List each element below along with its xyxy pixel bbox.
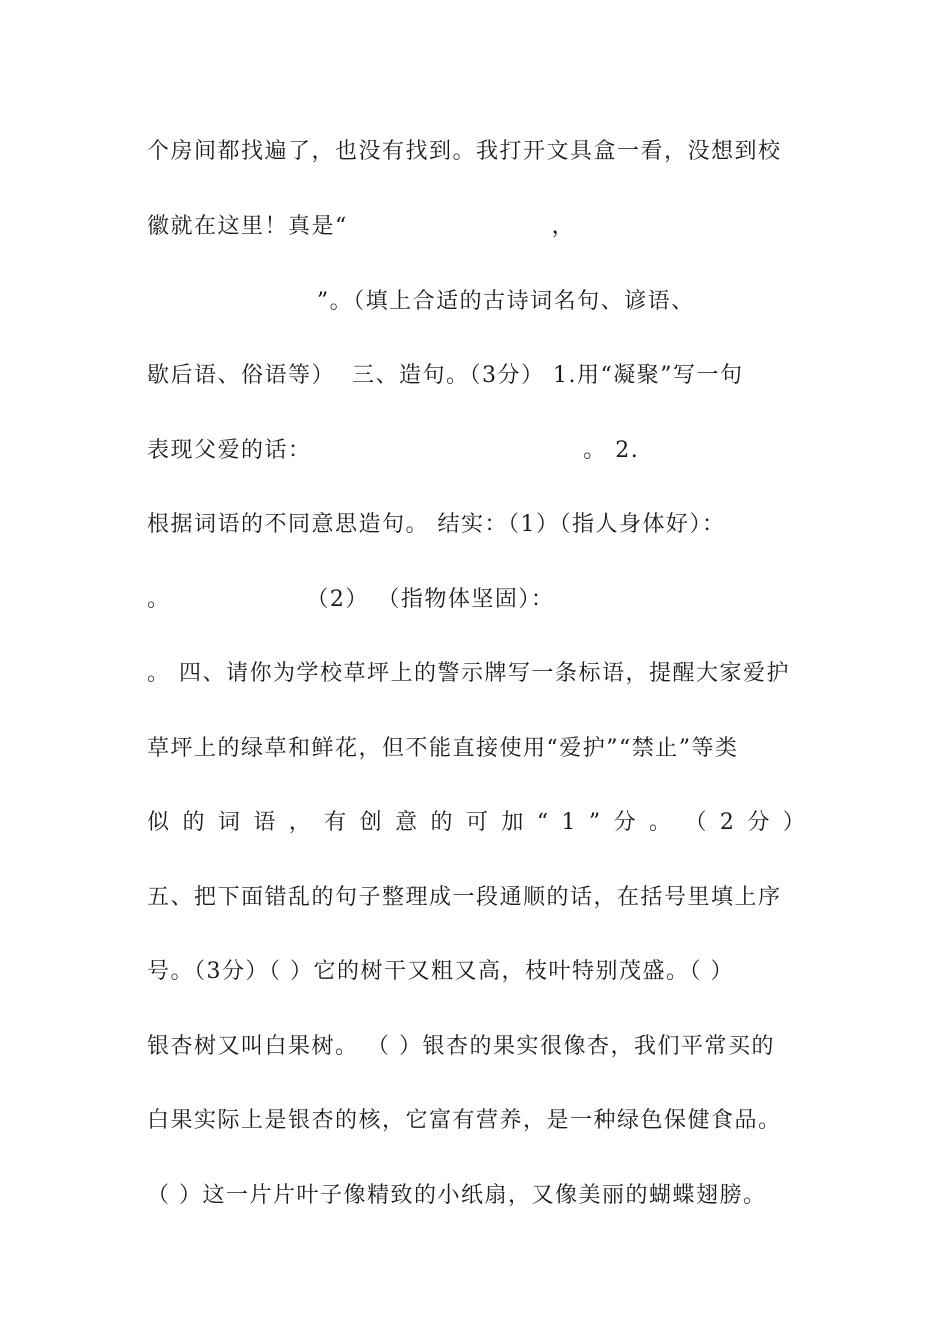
text-char: ， bbox=[288, 810, 311, 835]
text-char: 词 bbox=[217, 810, 240, 835]
text-line: 。 （2） （指物体坚固）： bbox=[147, 587, 555, 612]
text-char: 的 bbox=[182, 810, 205, 835]
text-line: ”。（填上合适的古诗词名句、谚语、 bbox=[147, 289, 695, 314]
text-char: ” bbox=[588, 810, 601, 835]
text-char: 2 bbox=[719, 810, 734, 835]
text-line: 。 四、请你为学校草坪上的警示牌写一条标语，提醒大家爱护 bbox=[147, 661, 790, 686]
text-char: 1 bbox=[561, 810, 576, 835]
text-char: 似 bbox=[147, 810, 170, 835]
text-line: 草坪上的绿草和鲜花，但不能直接使用“爱护”“禁止”等类 bbox=[147, 736, 739, 761]
text-line: 根据词语的不同意思造句。 结实：（1）（指人身体好）： bbox=[147, 512, 726, 537]
text-char: 意 bbox=[395, 810, 418, 835]
text-line: 徽就在这里！真是“ ， bbox=[147, 214, 576, 239]
text-char: 可 bbox=[465, 810, 488, 835]
text-char: （ bbox=[684, 810, 707, 835]
text-char: 加 bbox=[501, 810, 524, 835]
text-char: 的 bbox=[430, 810, 453, 835]
text-char: 创 bbox=[359, 810, 382, 835]
text-line: 银杏树又叫白果树。 （ ）银杏的果实很像杏，我们平常买的 bbox=[147, 1034, 775, 1059]
text-line-justified bbox=[147, 808, 805, 838]
text-char: ） bbox=[782, 810, 805, 835]
text-char: 。 bbox=[649, 810, 672, 835]
text-line: 五、把下面错乱的句子整理成一段通顺的话，在括号里填上序 bbox=[147, 885, 782, 910]
text-char: 分 bbox=[613, 810, 636, 835]
text-line: 个房间都找遍了，也没有找到。我打开文具盒一看，没想到校 bbox=[147, 139, 782, 164]
text-line: 白果实际上是银杏的核，它富有营养，是一种绿色保健食品。 bbox=[147, 1108, 782, 1133]
text-line: （ ）这一片片叶子像精致的小纸扇，又像美丽的蝴蝶翅膀。 bbox=[147, 1183, 767, 1208]
text-line: 表现父爱的话： 。 2. bbox=[147, 438, 640, 463]
text-char: “ bbox=[536, 810, 549, 835]
text-char: 语 bbox=[253, 810, 276, 835]
text-char: 有 bbox=[324, 810, 347, 835]
text-line: 歇后语、俗语等） 三、造句。（3分） 1.用“凝聚”写一句 bbox=[147, 363, 744, 388]
text-char: 分 bbox=[747, 810, 770, 835]
text-line: 号。（3分）（ ）它的树干又粗又高，枝叶特别茂盛。（ ） bbox=[147, 959, 734, 984]
